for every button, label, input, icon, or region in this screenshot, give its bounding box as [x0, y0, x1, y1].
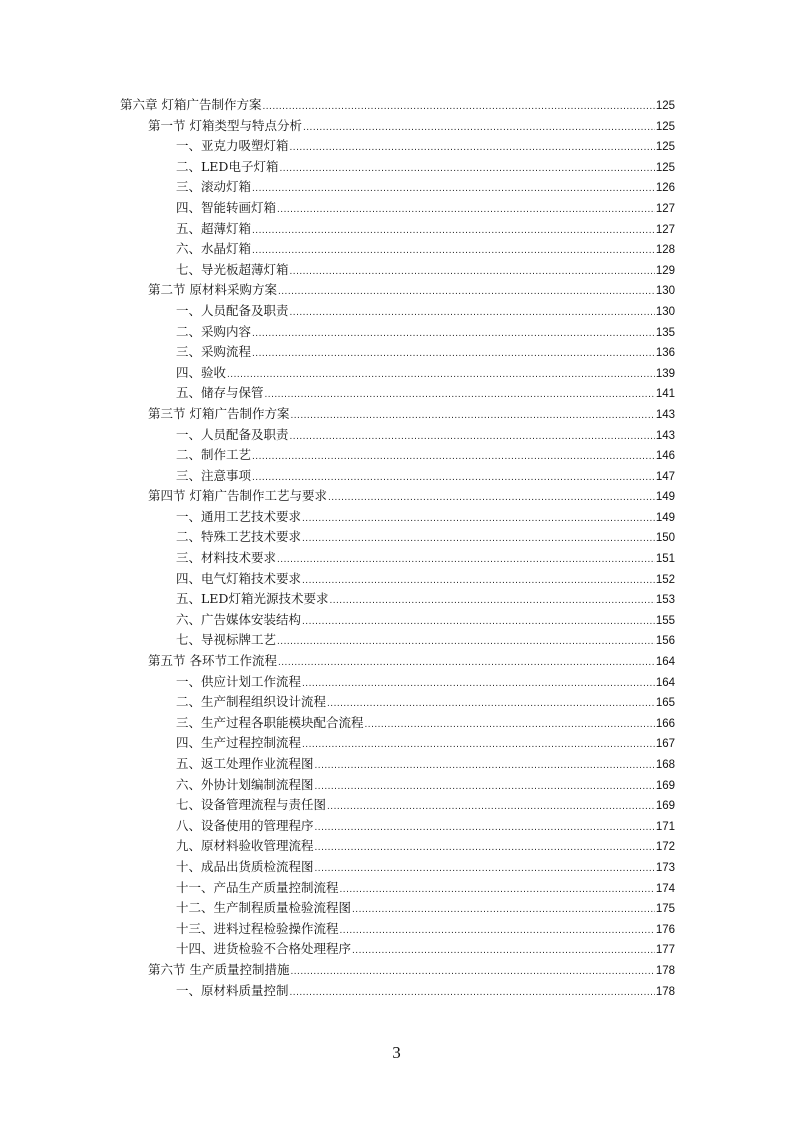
- toc-entry-page: 127: [655, 223, 675, 236]
- toc-dot-leader: [340, 880, 655, 901]
- toc-subsection-entry[interactable]: [120, 878, 675, 899]
- toc-entry-page: 167: [655, 738, 675, 751]
- toc-entry-title: 五、返工处理作业流程图: [176, 756, 314, 771]
- toc-entry-title: 三、注意事项: [176, 467, 252, 483]
- toc-entry-page: 178: [655, 964, 675, 977]
- toc-subsection-entry[interactable]: [120, 672, 675, 693]
- toc-entry-title: 一、供应计划工作流程: [176, 673, 302, 689]
- toc-subsection-entry[interactable]: [120, 775, 675, 796]
- toc-entry-title: 四、生产过程控制流程: [176, 735, 302, 751]
- toc-subsection-entry[interactable]: [120, 301, 675, 322]
- toc-dot-leader: [302, 612, 655, 633]
- toc-entry-title: 十三、进料过程检验操作流程: [176, 920, 339, 936]
- toc-dot-leader: [278, 282, 655, 303]
- toc-dot-leader: [315, 818, 655, 839]
- toc-entry-page: 150: [655, 532, 675, 545]
- toc-dot-leader: [302, 735, 655, 756]
- toc-entry-page: 165: [655, 697, 675, 710]
- toc-subsection-entry[interactable]: [120, 898, 675, 919]
- toc-dot-leader: [278, 653, 655, 674]
- toc-dot-leader: [303, 118, 655, 139]
- toc-dot-leader: [290, 962, 654, 983]
- toc-entry-title: 十二、生产制程质量检验流程图: [176, 900, 352, 916]
- toc-entry-page: 130: [655, 285, 675, 298]
- toc-subsection-entry[interactable]: [120, 857, 675, 878]
- toc-subsection-entry[interactable]: [120, 919, 675, 940]
- toc-entry-title: 一、亚克力吸塑灯箱: [176, 138, 289, 154]
- toc-entry-title: 六、外协计划编制流程图: [176, 776, 314, 792]
- toc-entry-page: 147: [655, 470, 675, 483]
- toc-section-entry[interactable]: [120, 651, 675, 672]
- toc-entry-page: 178: [655, 985, 675, 998]
- toc-subsection-entry[interactable]: [120, 342, 675, 363]
- toc-entry-title: 十四、进货检验不合格处理程序: [176, 941, 352, 957]
- table-of-contents: [120, 95, 675, 1001]
- toc-entry-title: 八、设备使用的管理程序: [176, 817, 314, 833]
- toc-dot-leader: [277, 200, 655, 221]
- toc-entry-page: 129: [655, 264, 675, 277]
- toc-dot-leader: [252, 324, 655, 345]
- toc-entry-page: 169: [655, 779, 675, 792]
- toc-chapter-entry[interactable]: [120, 95, 675, 116]
- toc-entry-title: 一、原材料质量控制: [176, 982, 289, 998]
- toc-entry-title: 二、生产制程组织设计流程: [176, 694, 327, 710]
- toc-entry-page: 130: [655, 305, 675, 318]
- toc-entry-page: 126: [655, 182, 675, 195]
- toc-entry-page: 125: [655, 141, 675, 154]
- toc-subsection-entry[interactable]: [120, 445, 675, 466]
- toc-entry-title: 第三节 灯箱广告制作方案: [148, 405, 290, 421]
- toc-dot-leader: [302, 571, 655, 592]
- toc-entry-page: 175: [655, 903, 675, 916]
- toc-dot-leader: [352, 941, 655, 962]
- toc-subsection-entry[interactable]: [120, 219, 675, 240]
- toc-entry-page: 152: [655, 573, 675, 586]
- toc-dot-leader: [277, 632, 655, 653]
- toc-entry-title: 三、材料技术要求: [176, 550, 277, 566]
- toc-entry-title: 二、制作工艺: [176, 447, 252, 463]
- toc-subsection-entry[interactable]: [120, 383, 675, 404]
- toc-entry-page: 156: [655, 635, 675, 648]
- toc-section-entry[interactable]: [120, 280, 675, 301]
- toc-dot-leader: [315, 777, 655, 798]
- toc-entry-title: 七、导视标牌工艺: [176, 632, 277, 648]
- toc-dot-leader: [252, 468, 655, 489]
- toc-dot-leader: [315, 756, 655, 777]
- toc-entry-title: 三、采购流程: [176, 344, 252, 360]
- toc-dot-leader: [290, 262, 655, 283]
- toc-section-entry[interactable]: [120, 960, 675, 981]
- toc-entry-page: 153: [655, 594, 675, 607]
- toc-entry-title: 六、广告媒体安装结构: [176, 611, 302, 627]
- page-number: 3: [392, 1043, 401, 1062]
- toc-entry-title: 第四节 灯箱广告制作工艺与要求: [148, 488, 327, 504]
- toc-entry-page: 146: [655, 450, 675, 463]
- toc-entry-page: 125: [655, 161, 675, 174]
- toc-section-entry[interactable]: [120, 404, 675, 425]
- toc-subsection-entry[interactable]: [120, 981, 675, 1002]
- toc-dot-leader: [277, 550, 655, 571]
- toc-entry-page: 174: [655, 882, 675, 895]
- toc-subsection-entry[interactable]: [120, 527, 675, 548]
- toc-entry-page: 172: [655, 841, 675, 854]
- toc-subsection-entry[interactable]: [120, 816, 675, 837]
- toc-subsection-entry[interactable]: [120, 795, 675, 816]
- toc-dot-leader: [302, 509, 655, 530]
- toc-entry-title: 第一节 灯箱类型与特点分析: [148, 117, 302, 133]
- toc-subsection-entry[interactable]: [120, 177, 675, 198]
- toc-subsection-entry[interactable]: [120, 610, 675, 631]
- toc-entry-page: 171: [655, 820, 675, 833]
- toc-entry-title: 一、通用工艺技术要求: [176, 508, 302, 524]
- toc-dot-leader: [365, 715, 655, 736]
- toc-subsection-entry[interactable]: [120, 425, 675, 446]
- toc-subsection-entry[interactable]: [120, 836, 675, 857]
- toc-entry-page: 143: [655, 429, 675, 442]
- toc-subsection-entry[interactable]: [120, 322, 675, 343]
- toc-subsection-entry[interactable]: [120, 239, 675, 260]
- toc-dot-leader: [252, 447, 655, 468]
- toc-entry-title: 四、验收: [176, 364, 227, 380]
- toc-dot-leader: [252, 221, 655, 242]
- toc-subsection-entry[interactable]: [120, 630, 675, 651]
- toc-section-entry[interactable]: [120, 486, 675, 507]
- toc-section-entry[interactable]: [120, 116, 675, 137]
- toc-dot-leader: [290, 427, 655, 448]
- toc-entry-page: 127: [655, 202, 675, 215]
- toc-entry-title: 十、成品出货质检流程图: [176, 858, 314, 874]
- toc-subsection-entry[interactable]: [120, 713, 675, 734]
- toc-subsection-entry[interactable]: [120, 466, 675, 487]
- toc-entry-title: 三、生产过程各职能模块配合流程: [176, 714, 364, 730]
- toc-subsection-entry[interactable]: [120, 754, 675, 775]
- toc-entry-title: 第六节 生产质量控制措施: [148, 961, 290, 977]
- toc-dot-leader: [352, 900, 655, 921]
- toc-entry-title: 七、导光板超薄灯箱: [176, 261, 289, 277]
- toc-entry-title: 第五节 各环节工作流程: [148, 653, 277, 669]
- toc-dot-leader: [262, 97, 654, 118]
- toc-entry-title: 九、原材料验收管理流程: [176, 838, 314, 854]
- toc-entry-title: 一、人员配备及职责: [176, 302, 289, 318]
- toc-dot-leader: [315, 838, 655, 859]
- toc-entry-page: 125: [655, 100, 675, 112]
- toc-entry-title: 第二节 原材料采购方案: [148, 282, 277, 298]
- toc-entry-page: 141: [655, 388, 675, 401]
- toc-subsection-entry[interactable]: [120, 198, 675, 219]
- toc-dot-leader: [327, 694, 655, 715]
- toc-entry-page: 143: [655, 408, 675, 421]
- toc-entry-page: 164: [655, 676, 675, 689]
- toc-dot-leader: [265, 385, 655, 406]
- toc-dot-leader: [302, 674, 655, 695]
- toc-dot-leader: [290, 138, 655, 159]
- toc-subsection-entry[interactable]: [120, 157, 675, 178]
- toc-entry-page: 166: [655, 717, 675, 730]
- toc-subsection-entry[interactable]: [120, 692, 675, 713]
- toc-entry-page: 169: [655, 800, 675, 813]
- toc-subsection-entry[interactable]: [120, 733, 675, 754]
- toc-entry-page: 151: [655, 553, 675, 566]
- toc-entry-title: 一、人员配备及职责: [176, 426, 289, 442]
- toc-dot-leader: [329, 591, 654, 612]
- toc-entry-title: 五、储存与保管: [176, 385, 264, 401]
- toc-dot-leader: [252, 344, 655, 365]
- toc-entry-page: 168: [655, 759, 675, 771]
- toc-entry-title: 第六章 灯箱广告制作方案: [120, 97, 262, 112]
- toc-subsection-entry[interactable]: [120, 939, 675, 960]
- toc-dot-leader: [252, 179, 655, 200]
- toc-entry-title: 十一、产品生产质量控制流程: [176, 879, 339, 895]
- toc-subsection-entry[interactable]: [120, 260, 675, 281]
- toc-entry-page: 149: [655, 511, 675, 524]
- toc-entry-page: 177: [655, 944, 675, 957]
- toc-dot-leader: [302, 529, 655, 550]
- toc-entry-page: 176: [655, 923, 675, 936]
- toc-entry-page: 173: [655, 861, 675, 874]
- toc-entry-page: 164: [655, 656, 675, 669]
- toc-entry-title: 四、智能转画灯箱: [176, 199, 277, 215]
- toc-entry-title: 二、LED电子灯箱: [176, 158, 279, 174]
- toc-entry-page: 135: [655, 326, 675, 339]
- toc-dot-leader: [315, 859, 655, 880]
- toc-subsection-entry[interactable]: [120, 136, 675, 157]
- toc-dot-leader: [290, 303, 655, 324]
- toc-entry-page: 125: [655, 120, 675, 133]
- toc-dot-leader: [252, 241, 655, 262]
- toc-entry-title: 四、电气灯箱技术要求: [176, 570, 302, 586]
- toc-dot-leader: [328, 488, 655, 509]
- toc-entry-page: 155: [655, 614, 675, 627]
- toc-entry-page: 136: [655, 347, 675, 360]
- toc-subsection-entry[interactable]: [120, 589, 675, 610]
- toc-subsection-entry[interactable]: [120, 507, 675, 528]
- toc-dot-leader: [340, 921, 655, 942]
- toc-entry-title: 五、LED灯箱光源技术要求: [176, 591, 329, 607]
- toc-entry-title: 七、设备管理流程与责任图: [176, 797, 327, 813]
- toc-entry-title: 二、采购内容: [176, 323, 252, 339]
- toc-entry-title: 三、滚动灯箱: [176, 179, 252, 195]
- toc-subsection-entry[interactable]: [120, 548, 675, 569]
- toc-subsection-entry[interactable]: [120, 569, 675, 590]
- toc-entry-page: 149: [655, 491, 675, 504]
- toc-entry-title: 五、超薄灯箱: [176, 220, 252, 236]
- toc-entry-page: 128: [655, 244, 675, 257]
- toc-dot-leader: [327, 797, 655, 818]
- toc-dot-leader: [290, 406, 654, 427]
- toc-entry-page: 139: [655, 367, 675, 380]
- toc-dot-leader: [279, 159, 654, 180]
- toc-subsection-entry[interactable]: [120, 363, 675, 384]
- toc-entry-title: 二、特殊工艺技术要求: [176, 529, 302, 545]
- toc-dot-leader: [290, 983, 655, 1004]
- toc-entry-title: 六、水晶灯箱: [176, 241, 252, 257]
- toc-dot-leader: [227, 365, 655, 386]
